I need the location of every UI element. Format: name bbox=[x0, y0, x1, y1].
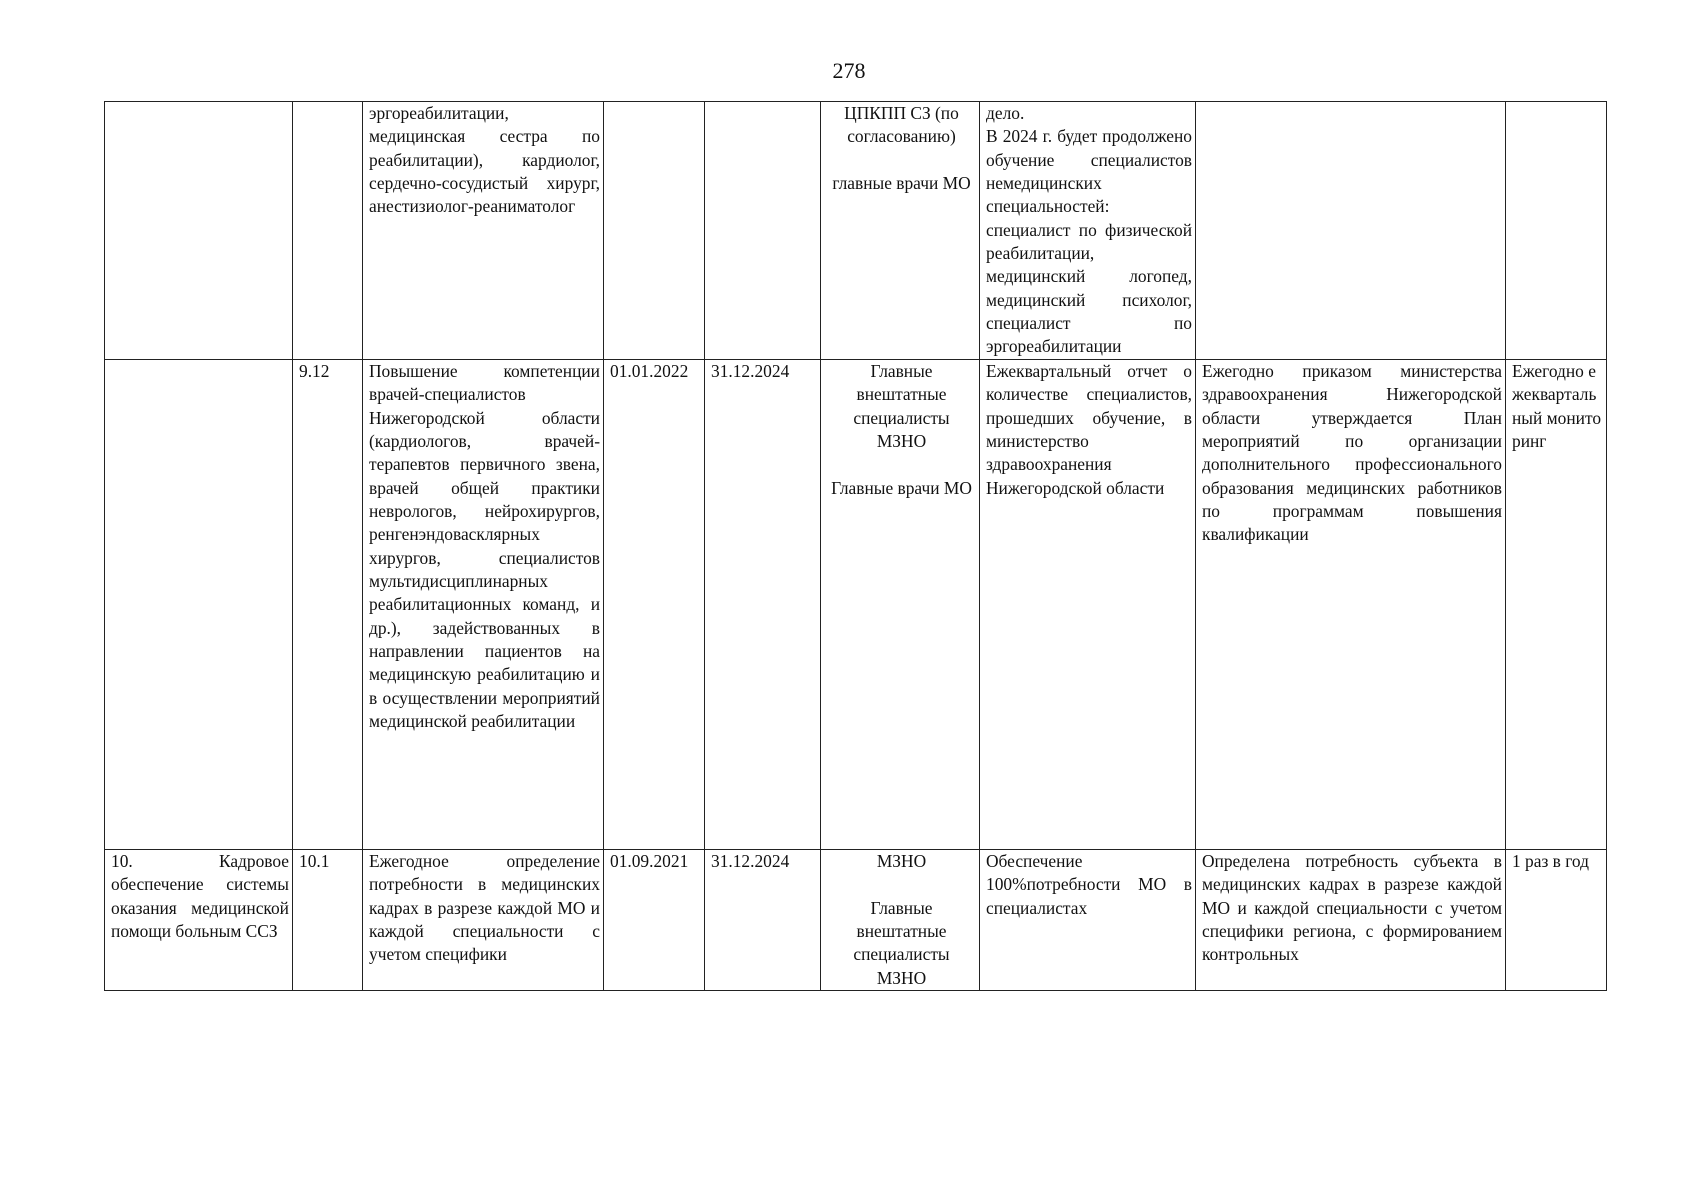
frequency-cell: Ежегодно ежеквартальный мониторинг bbox=[1506, 360, 1607, 850]
frequency-cell bbox=[1506, 102, 1607, 360]
result-cell: Обеспечение 100%потребности МО в специалистах bbox=[980, 850, 1196, 991]
number-cell: 9.12 bbox=[293, 360, 363, 850]
section-cell bbox=[105, 360, 293, 850]
start-date-cell: 01.01.2022 bbox=[604, 360, 705, 850]
table-row bbox=[105, 360, 1607, 850]
section-cell bbox=[105, 102, 293, 360]
event-cell: Ежегодное определение потребности в медицинских кадрах в разрезе каждой МО и каждой специальности с учетом специфики bbox=[363, 850, 604, 991]
event-cell: Повышение компетенции врачей-специалистов Нижегородской области (кардиологов, врачей-терапевтов первичного звена, врачей общей практики неврологов, нейрохирургов, ренгенэндоваскляpных хирургов, специалистов мультидисциплинарных реабилитационных команд, и др.), задействованных в направлении пациентов на медицинскую реабилитацию и в осуществлении мероприятий медицинской реабилитации bbox=[363, 360, 604, 850]
event-cell: эргореабилитации, медицинская сестра по реабилитации), кардиолог, сердечно-сосудистый хирург, анестизиолог-реаниматолог bbox=[363, 102, 604, 360]
start-date-cell bbox=[604, 102, 705, 360]
responsible-cell: ЦПКПП СЗ (по согласованию) главные врачи МО bbox=[821, 102, 980, 360]
plan-table bbox=[104, 101, 1607, 991]
page-number: 278 bbox=[832, 58, 866, 83]
number-cell bbox=[293, 102, 363, 360]
indicator-cell: Определена потребность субъекта в медицинских кадрах в разрезе каждой МО и каждой специальности с учетом специфики региона, с формированием контрольных bbox=[1196, 850, 1506, 991]
indicator-cell bbox=[1196, 102, 1506, 360]
end-date-cell bbox=[705, 102, 821, 360]
end-date-cell: 31.12.2024 bbox=[705, 850, 821, 991]
table-row bbox=[105, 850, 1607, 991]
number-cell: 10.1 bbox=[293, 850, 363, 991]
table-row bbox=[105, 102, 1607, 360]
responsible-cell: МЗНО Главные внештатные специалисты МЗНО bbox=[821, 850, 980, 991]
end-date-cell: 31.12.2024 bbox=[705, 360, 821, 850]
indicator-cell: Ежегодно приказом министерства здравоохранения Нижегородской области утверждается План мероприятий по организации дополнительного профессионального образования медицинских работников по программам повышения квалификации bbox=[1196, 360, 1506, 850]
result-cell: Ежеквартальный отчет о количестве специалистов, прошедших обучение, в министерство здравоохранения Нижегородской области bbox=[980, 360, 1196, 850]
responsible-cell: Главные внештатные специалисты МЗНО Главные врачи МО bbox=[821, 360, 980, 850]
result-cell: дело. В 2024 г. будет продолжено обучение специалистов немедицинских специальностей: специалист по физической реабилитации, медицинский логопед, медицинский психолог, специалист по эргореабилитации bbox=[980, 102, 1196, 360]
section-cell: 10. Кадровое обеспечение системы оказания медицинской помощи больным ССЗ bbox=[105, 850, 293, 991]
frequency-cell: 1 раз в год bbox=[1506, 850, 1607, 991]
start-date-cell: 01.09.2021 bbox=[604, 850, 705, 991]
